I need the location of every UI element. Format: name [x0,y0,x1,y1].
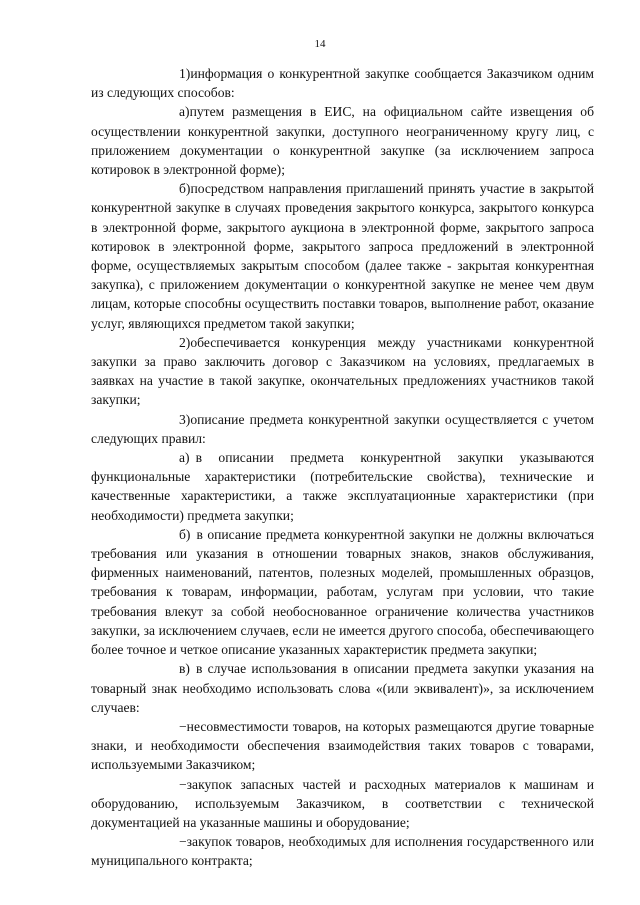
list-marker: б) [179,526,191,542]
paragraph-dash-2 [91,775,594,833]
paragraph-3a [91,448,594,525]
paragraph-text: посредством направления приглашений принять участие в закрытой конкурентной закупке в случаях проведения закрытого конкурса, закрытого конкурса в электронной форме, закрытого аукциона в электронной форме, закрытого запроса котировок в электронной форме, закрытого запроса предложений в электронной форме, осуществляемых закрытым способом (далее также - закрытая конкурентная закупка), с приложением документации о конкурентной закупке не менее чем двум лицам, которые способны осуществить поставки товаров, выполнение работ, оказание услуг, являющихся предметом такой закупки; [91,181,594,331]
document-body [91,64,594,871]
list-marker: б) [179,181,191,197]
page-number: 14 [314,38,326,50]
paragraph-text: путем размещения в ЕИС, на официальном сайте извещения об осуществлении конкурентной закупки, доступного неограниченному кругу лиц, с приложением документации о конкурентной закупке (за исключением запроса котировок в электронной форме); [91,104,594,178]
paragraph-3c [91,659,594,717]
paragraph-text: несовместимости товаров, на которых размещаются другие товарные знаки, и необходимости обеспечения взаимодействия таких товаров с товарами, используемыми Заказчиком; [91,718,594,773]
paragraph-text: в случае использования в описании предмета закупки указания на товарный знак необходимо использовать слова «(или эквивалент)», за исключением случаев: [91,661,594,715]
paragraph-text: в описании предмета конкурентной закупки указываются функциональные характеристики (потребительские свойства), технические и качественные характеристики, а также эксплуатационные характеристики (при необходимости) предмета закупки; [91,450,594,523]
paragraph-text: информация о конкурентной закупке сообщается Заказчиком одним из следующих способов: [91,66,594,101]
paragraph-1 [91,64,594,102]
paragraph-text: обеспечивается конкуренция между участниками конкурентной закупки за право заключить договор с Заказчиком на условиях, предлагаемых в заявках на участие в такой закупке, окончательных предложениях участников такой закупки; [91,334,594,408]
list-marker: а) [179,450,190,466]
paragraph-2 [91,333,594,410]
list-marker: 2) [179,334,191,350]
paragraph-3b [91,525,594,659]
list-marker: − [179,776,187,792]
list-marker: − [179,718,187,734]
paragraph-dash-3 [91,832,594,870]
paragraph-1a [91,102,594,179]
paragraph-text: закупок запасных частей и расходных материалов к машинам и оборудованию, используемым Заказчиком, в соответствии с технической документацией на указанные машины и оборудование; [91,776,594,830]
paragraph-text: в описание предмета конкурентной закупки не должны включаться требования или указания в отношении товарных знаков, знаков обслуживания, фирменных наименований, патентов, полезных моделей, промышленных образцов, требования к товарам, информации, работам, услугам при условии, что такие требования влекут за собой необоснованное ограничение количества участников закупки, за исключением случаев, если не имеется другого способа, обеспечивающего более точное и четкое описание указанных характеристик предмета закупки; [91,526,594,658]
paragraph-text: закупок товаров, необходимых для исполнения государственного или муниципального контракта; [91,834,594,869]
list-marker: а) [179,104,190,120]
list-marker: 1) [179,66,191,81]
list-marker: − [179,834,187,850]
list-marker: 3) [179,411,191,427]
paragraph-3 [91,410,594,448]
list-marker: в) [179,661,190,677]
paragraph-dash-1 [91,717,594,775]
paragraph-1b [91,179,594,333]
paragraph-text: описание предмета конкурентной закупки осуществляется с учетом следующих правил: [91,411,594,446]
